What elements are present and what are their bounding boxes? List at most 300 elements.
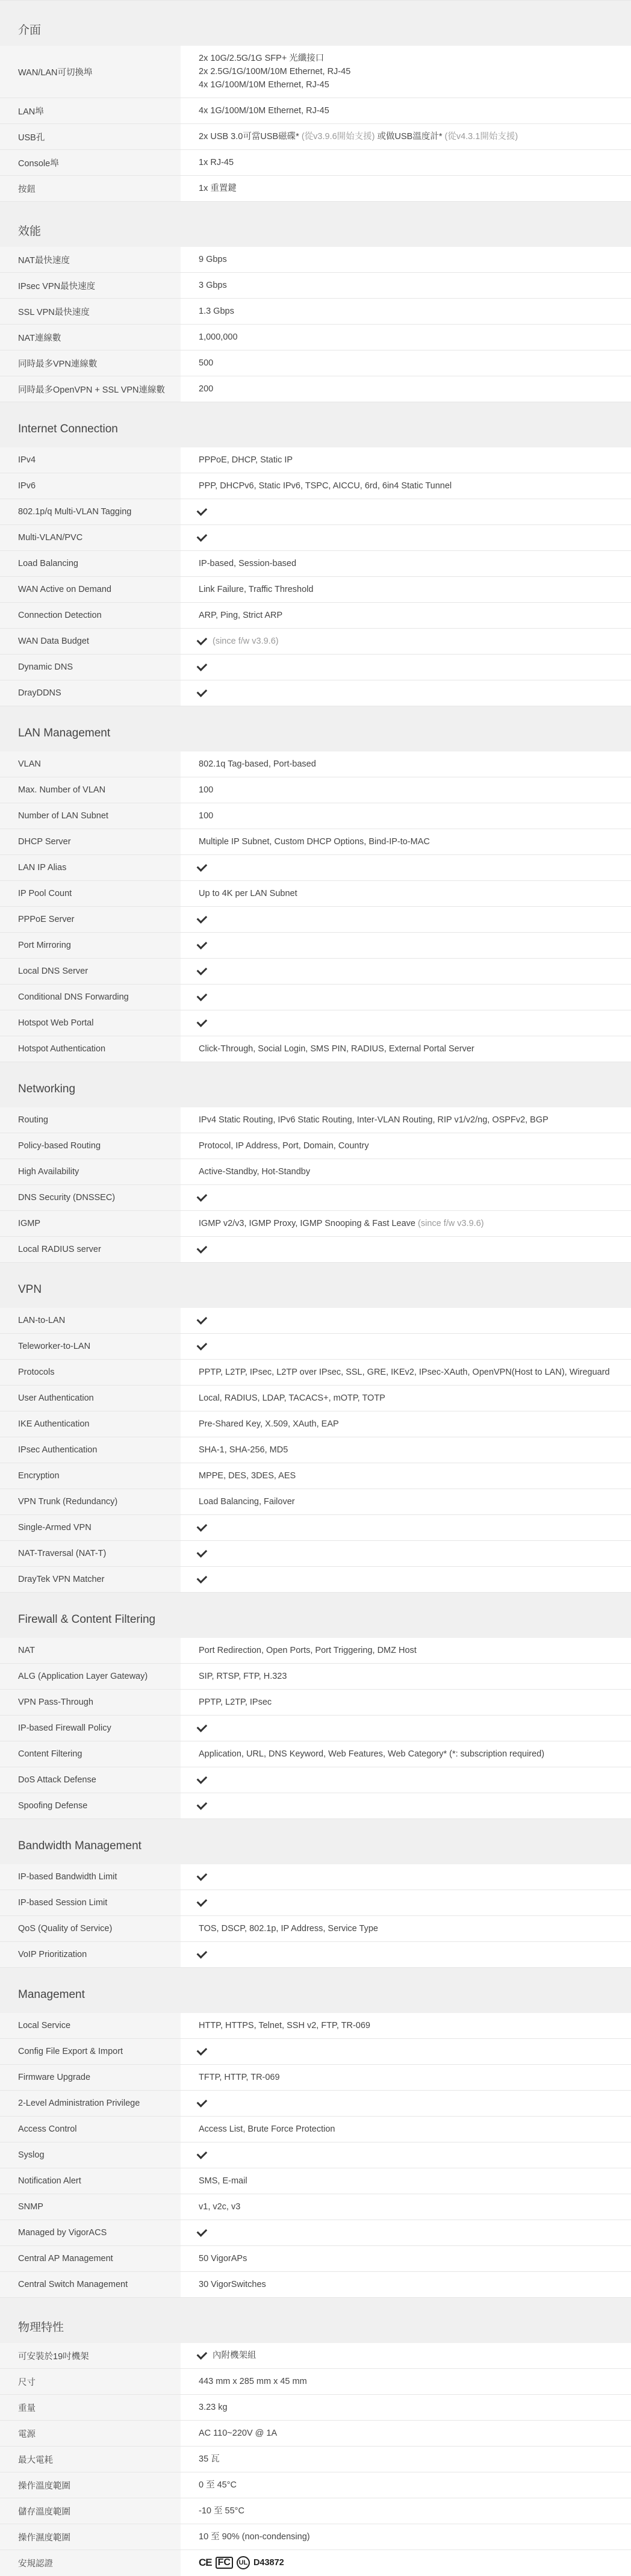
- spec-label: VPN Pass-Through: [0, 1690, 181, 1715]
- check-icon: [197, 2226, 208, 2237]
- spec-value: [181, 2472, 631, 2498]
- spec-value-line: [199, 2401, 619, 2414]
- value-text: TOS, DSCP, 802.1p, IP Address, Service Type: [199, 1924, 378, 1934]
- spec-label: USB孔: [0, 124, 181, 149]
- spec-row: [0, 1514, 631, 1540]
- spec-value: [181, 1942, 631, 1967]
- check-icon: [197, 2045, 208, 2056]
- spec-label: IPsec VPN最快速度: [0, 273, 181, 298]
- value-text: 0 至 45°C: [199, 2480, 237, 2490]
- spec-label: IP-based Firewall Policy: [0, 1716, 181, 1741]
- spec-value: [181, 2272, 631, 2297]
- value-text: 4x 1G/100M/10M Ethernet, RJ-45: [199, 80, 329, 90]
- spec-label: IPv4: [0, 447, 181, 473]
- check-icon: [197, 531, 208, 542]
- spec-value-line: [199, 1495, 619, 1508]
- check-icon: [197, 965, 208, 975]
- spec-label: Encryption: [0, 1463, 181, 1489]
- spec-label: Console埠: [0, 150, 181, 175]
- spec-value-line: [199, 1042, 619, 1056]
- spec-label: 安規認證: [0, 2550, 181, 2576]
- value-text: 35 瓦: [199, 2454, 220, 2464]
- spec-label: High Availability: [0, 1159, 181, 1184]
- spec-label: 2-Level Administration Privilege: [0, 2091, 181, 2116]
- value-text: 1,000,000: [199, 332, 238, 342]
- spec-value-line: [199, 453, 619, 467]
- spec-row: [0, 2064, 631, 2090]
- spec-label: VLAN: [0, 751, 181, 777]
- spec-row: [0, 958, 631, 984]
- spec-value-line: [199, 2252, 619, 2265]
- check-icon: [197, 661, 208, 671]
- spec-label: Routing: [0, 1107, 181, 1133]
- spec-value-line: [199, 758, 619, 771]
- check-icon: [197, 1243, 208, 1254]
- spec-label: Connection Detection: [0, 603, 181, 628]
- spec-label: Max. Number of VLAN: [0, 777, 181, 803]
- spec-value-line: [199, 835, 619, 848]
- spec-value-line: [199, 2504, 619, 2518]
- check-icon: [197, 861, 208, 872]
- spec-row: [0, 1308, 631, 1333]
- spec-row: [0, 1463, 631, 1489]
- spec-value: [181, 777, 631, 803]
- spec-label: WAN Data Budget: [0, 629, 181, 654]
- value-text: v1, v2c, v3: [199, 2202, 241, 2212]
- value-text: 100: [199, 811, 214, 821]
- spec-value: [181, 959, 631, 984]
- spec-row: [0, 1333, 631, 1359]
- value-text: SIP, RTSP, FTP, H.323: [199, 1672, 287, 1681]
- spec-value-line: [199, 356, 619, 370]
- spec-label: Hotspot Web Portal: [0, 1010, 181, 1036]
- spec-label: Dynamic DNS: [0, 655, 181, 680]
- spec-label: DrayDDNS: [0, 680, 181, 706]
- spec-value: [181, 2142, 631, 2168]
- spec-value: [181, 273, 631, 298]
- spec-row: [0, 1411, 631, 1437]
- check-icon: [197, 2349, 208, 2360]
- ce-mark-icon: CE: [199, 2557, 212, 2568]
- spec-label: Conditional DNS Forwarding: [0, 985, 181, 1010]
- value-text: 1x RJ-45: [199, 158, 234, 167]
- spec-value-line: [199, 2478, 619, 2492]
- spec-value-line: [199, 182, 619, 195]
- spec-row: [0, 1036, 631, 1062]
- spec-label: 操作溫度範圍: [0, 2472, 181, 2498]
- value-text: PPTP, L2TP, IPsec: [199, 1697, 272, 1707]
- section-title: Bandwidth Management: [0, 1818, 631, 1864]
- value-text: TFTP, HTTP, TR-069: [199, 2073, 280, 2082]
- spec-value-line: [199, 331, 619, 344]
- section-title: Internet Connection: [0, 402, 631, 447]
- spec-row: [0, 602, 631, 628]
- spec-value: [181, 855, 631, 880]
- spec-value: [181, 2498, 631, 2524]
- spec-value: [181, 325, 631, 350]
- spec-value-line: [199, 78, 619, 92]
- section-title: VPN: [0, 1262, 631, 1308]
- spec-label: 操作濕度範圍: [0, 2524, 181, 2550]
- spec-label: QoS (Quality of Service): [0, 1916, 181, 1941]
- spec-row: [0, 175, 631, 201]
- value-text: Click-Through, Social Login, SMS PIN, RADIUS, External Portal Server: [199, 1044, 474, 1054]
- spec-label: LAN埠: [0, 98, 181, 123]
- spec-value-line: [199, 65, 619, 78]
- spec-value: [181, 1916, 631, 1941]
- spec-value: [181, 1185, 631, 1210]
- spec-value: [181, 247, 631, 272]
- spec-value: [181, 2117, 631, 2142]
- spec-label: 最大電耗: [0, 2447, 181, 2472]
- spec-value-line: [199, 1443, 619, 1457]
- spec-value-line: [199, 1217, 619, 1230]
- spec-value: [181, 2168, 631, 2194]
- check-icon: [197, 1573, 208, 1584]
- spec-label: 按鈕: [0, 176, 181, 201]
- check-icon: [197, 939, 208, 950]
- spec-row: [0, 1715, 631, 1741]
- check-icon: [197, 991, 208, 1001]
- check-icon: [197, 1016, 208, 1027]
- spec-value-line: [199, 2019, 619, 2032]
- spec-value-line: [199, 583, 619, 596]
- spec-row: [0, 803, 631, 829]
- spec-row: [0, 829, 631, 854]
- check-icon: [197, 505, 208, 516]
- value-text: Application, URL, DNS Keyword, Web Features, Web Category* (*: subscription required): [199, 1749, 545, 1759]
- note-text: (since f/w v3.9.6): [418, 1219, 484, 1228]
- spec-label: Load Balancing: [0, 551, 181, 576]
- spec-label: DrayTek VPN Matcher: [0, 1567, 181, 1592]
- spec-row: [0, 2394, 631, 2420]
- spec-label: DoS Attack Defense: [0, 1767, 181, 1793]
- spec-label: 電源: [0, 2421, 181, 2446]
- check-icon: [197, 2148, 208, 2159]
- spec-value-line: [199, 609, 619, 622]
- spec-row: [0, 447, 631, 473]
- spec-value: [181, 124, 631, 149]
- spec-row: [0, 1236, 631, 1262]
- note-text: (since f/w v3.9.6): [213, 636, 279, 646]
- spec-value: [181, 829, 631, 854]
- spec-value-line: [199, 253, 619, 266]
- spec-value: [181, 577, 631, 602]
- spec-label: WAN/LAN可切換埠: [0, 46, 181, 98]
- spec-value: [181, 1864, 631, 1890]
- value-text: PPTP, L2TP, IPsec, L2TP over IPsec, SSL, GRE, IKEv2, IPsec-XAuth, OpenVPN(Host to LAN), Wireguard: [199, 1367, 610, 1377]
- note-text: (從v4.3.1開始支援): [444, 132, 518, 142]
- spec-value-line: [199, 305, 619, 318]
- spec-label: Content Filtering: [0, 1741, 181, 1767]
- spec-row: [0, 1638, 631, 1663]
- spec-row: [0, 2420, 631, 2446]
- value-text: Active-Standby, Hot-Standby: [199, 1167, 311, 1177]
- spec-value: [181, 1690, 631, 1715]
- value-text: -10 至 55°C: [199, 2506, 244, 2516]
- spec-row: [0, 1359, 631, 1385]
- spec-value: [181, 1360, 631, 1385]
- spec-row: [0, 272, 631, 298]
- section-title: LAN Management: [0, 706, 631, 751]
- spec-value: [181, 1541, 631, 1566]
- spec-label: Managed by VigorACS: [0, 2220, 181, 2245]
- spec-value: [181, 2369, 631, 2394]
- check-icon: [197, 1773, 208, 1784]
- spec-label: SSL VPN最快速度: [0, 299, 181, 324]
- spec-value: [181, 2220, 631, 2245]
- spec-label: 802.1p/q Multi-VLAN Tagging: [0, 499, 181, 524]
- check-icon: [197, 913, 208, 924]
- value-text: 100: [199, 785, 214, 795]
- spec-value: [181, 1159, 631, 1184]
- spec-label: 儲存溫度範圍: [0, 2498, 181, 2524]
- ul-mark-icon: UL: [237, 2556, 250, 2569]
- spec-label: Protocols: [0, 1360, 181, 1385]
- check-icon: [197, 1722, 208, 1732]
- check-icon: [197, 1191, 208, 1202]
- spec-row: [0, 1210, 631, 1236]
- spec-value: [181, 1567, 631, 1592]
- spec-value-line: [199, 1417, 619, 1431]
- spec-row: [0, 2194, 631, 2220]
- value-text: 4x 1G/100M/10M Ethernet, RJ-45: [199, 106, 329, 116]
- spec-value: [181, 2550, 631, 2576]
- spec-row: [0, 854, 631, 880]
- value-text: 1x 重置鍵: [199, 184, 237, 193]
- spec-value-line: [199, 2071, 619, 2084]
- spec-row: [0, 123, 631, 149]
- spec-label: VPN Trunk (Redundancy): [0, 1489, 181, 1514]
- value-text: PPPoE, DHCP, Static IP: [199, 455, 293, 465]
- spec-value: [181, 2065, 631, 2090]
- value-text: Access List, Brute Force Protection: [199, 2124, 335, 2134]
- check-icon: [197, 1547, 208, 1558]
- spec-value-line: [199, 156, 619, 169]
- value-text: 30 VigorSwitches: [199, 2280, 266, 2289]
- spec-value-line: [199, 1139, 619, 1153]
- spec-label: VoIP Prioritization: [0, 1942, 181, 1967]
- spec-row: [0, 654, 631, 680]
- spec-row: [0, 576, 631, 602]
- spec-value-line: [199, 2278, 619, 2291]
- check-icon: [197, 1799, 208, 1810]
- value-text: Protocol, IP Address, Port, Domain, Country: [199, 1141, 369, 1151]
- value-text: 3.23 kg: [199, 2403, 228, 2412]
- spec-value-line: [199, 479, 619, 493]
- spec-label: ALG (Application Layer Gateway): [0, 1664, 181, 1689]
- spec-value: [181, 473, 631, 499]
- fcc-mark-icon: FC: [216, 2557, 233, 2569]
- value-text: HTTP, HTTPS, Telnet, SSH v2, FTP, TR-069: [199, 2021, 370, 2030]
- spec-row: [0, 880, 631, 906]
- spec-value: [181, 2091, 631, 2116]
- spec-value-line: [199, 52, 619, 65]
- spec-row: [0, 149, 631, 175]
- spec-value: [181, 1664, 631, 1689]
- value-text: MPPE, DES, 3DES, AES: [199, 1471, 296, 1481]
- value-text: 2x USB 3.0可當USB磁碟*: [199, 132, 302, 142]
- spec-label: NAT: [0, 1638, 181, 1663]
- spec-label: NAT連線數: [0, 325, 181, 350]
- spec-value-line: [199, 1113, 619, 1127]
- spec-value: [181, 1489, 631, 1514]
- spec-row: [0, 350, 631, 376]
- value-text: Port Redirection, Open Ports, Port Triggering, DMZ Host: [199, 1646, 417, 1655]
- spec-value-line: [199, 104, 619, 117]
- spec-row: [0, 1159, 631, 1184]
- check-icon: [197, 1521, 208, 1532]
- spec-label: IP-based Bandwidth Limit: [0, 1864, 181, 1890]
- section-title: Firewall & Content Filtering: [0, 1592, 631, 1638]
- check-icon: [197, 1314, 208, 1325]
- spec-value: [181, 1036, 631, 1062]
- spec-value: [181, 1237, 631, 1262]
- spec-value-line: [199, 382, 619, 396]
- spec-row: [0, 2090, 631, 2116]
- value-text: ARP, Ping, Strict ARP: [199, 611, 283, 620]
- spec-value: [181, 1890, 631, 1915]
- spec-row: [0, 2472, 631, 2498]
- spec-label: PPPoE Server: [0, 907, 181, 932]
- value-text: SMS, E-mail: [199, 2176, 247, 2186]
- spec-label: SNMP: [0, 2194, 181, 2220]
- spec-label: LAN IP Alias: [0, 855, 181, 880]
- value-text: IPv4 Static Routing, IPv6 Static Routing, Inter-VLAN Routing, RIP v1/v2/ng, OSPFv2, BGP: [199, 1115, 549, 1125]
- spec-row: [0, 1890, 631, 1915]
- spec-label: 重量: [0, 2395, 181, 2420]
- spec-row: [0, 247, 631, 272]
- spec-value-line: [199, 2375, 619, 2388]
- value-text: 200: [199, 384, 214, 394]
- spec-label: Local RADIUS server: [0, 1237, 181, 1262]
- spec-value-line: [199, 2453, 619, 2466]
- spec-value: [181, 985, 631, 1010]
- spec-value: [181, 881, 631, 906]
- spec-row: [0, 2368, 631, 2394]
- spec-row: [0, 2038, 631, 2064]
- value-text: Pre-Shared Key, X.509, XAuth, EAP: [199, 1419, 339, 1429]
- spec-row: [0, 932, 631, 958]
- spec-label: 同時最多OpenVPN + SSL VPN連線數: [0, 376, 181, 402]
- value-text: 10 至 90% (non-condensing): [199, 2532, 310, 2542]
- spec-value: [181, 933, 631, 958]
- spec-label: Central Switch Management: [0, 2272, 181, 2297]
- spec-value-line: [199, 1670, 619, 1683]
- spec-label: Hotspot Authentication: [0, 1036, 181, 1062]
- spec-label: NAT-Traversal (NAT-T): [0, 1541, 181, 1566]
- spec-value: [181, 525, 631, 550]
- spec-value: [181, 2194, 631, 2220]
- spec-label: Syslog: [0, 2142, 181, 2168]
- spec-value-line: [199, 1922, 619, 1935]
- spec-value: [181, 1010, 631, 1036]
- spec-value: [181, 150, 631, 175]
- spec-value-line: [199, 557, 619, 570]
- spec-row: [0, 2446, 631, 2472]
- spec-value-line: [199, 2530, 619, 2543]
- spec-value: [181, 376, 631, 402]
- check-icon: [197, 686, 208, 697]
- spec-value: [181, 1334, 631, 1359]
- spec-label: Local DNS Server: [0, 959, 181, 984]
- spec-row: [0, 1566, 631, 1592]
- value-text: 50 VigorAPs: [199, 2254, 247, 2263]
- spec-row: [0, 628, 631, 654]
- spec-value: [181, 1515, 631, 1540]
- check-icon: [197, 1896, 208, 1907]
- spec-value: [181, 447, 631, 473]
- value-text: 或做USB溫度計*: [375, 132, 445, 142]
- spec-value-line: [199, 1644, 619, 1657]
- spec-value-line: [199, 2123, 619, 2136]
- spec-value-line: [199, 2200, 619, 2214]
- spec-label: 可安裝於19吋機架: [0, 2343, 181, 2368]
- spec-row: [0, 2245, 631, 2271]
- spec-row: [0, 1915, 631, 1941]
- spec-row: [0, 2550, 631, 2576]
- value-text: IP-based, Session-based: [199, 559, 297, 568]
- spec-row: [0, 751, 631, 777]
- spec-value: [181, 803, 631, 829]
- spec-label: Config File Export & Import: [0, 2039, 181, 2064]
- spec-value-line: [199, 2174, 619, 2188]
- value-text: 500: [199, 358, 214, 368]
- value-text: Load Balancing, Failover: [199, 1497, 295, 1507]
- spec-label: IGMP: [0, 1211, 181, 1236]
- spec-value: [181, 1107, 631, 1133]
- spec-row: [0, 550, 631, 576]
- value-text: PPP, DHCPv6, Static IPv6, TSPC, AICCU, 6rd, 6in4 Static Tunnel: [199, 481, 452, 491]
- spec-value-line: [199, 1392, 619, 1405]
- spec-value-line: [199, 809, 619, 823]
- check-icon: [197, 1340, 208, 1351]
- spec-value-line: [199, 1165, 619, 1178]
- section-title: 介面: [0, 0, 631, 46]
- section-title: Networking: [0, 1062, 631, 1107]
- spec-value: [181, 1793, 631, 1818]
- value-text: 3 Gbps: [199, 281, 227, 290]
- spec-value-line: [199, 1696, 619, 1709]
- spec-label: NAT最快速度: [0, 247, 181, 272]
- spec-row: [0, 1767, 631, 1793]
- section-title: 效能: [0, 201, 631, 247]
- spec-value: [181, 2039, 631, 2064]
- spec-label: Firmware Upgrade: [0, 2065, 181, 2090]
- value-text: 1.3 Gbps: [199, 306, 234, 316]
- value-text: IGMP v2/v3, IGMP Proxy, IGMP Snooping & Fast Leave: [199, 1219, 418, 1228]
- value-text: AC 110~220V @ 1A: [199, 2428, 278, 2438]
- value-text: 9 Gbps: [199, 255, 227, 264]
- spec-value: [181, 603, 631, 628]
- value-text: 內附機架組: [213, 2351, 256, 2360]
- spec-value: [181, 1638, 631, 1663]
- spec-label: Policy-based Routing: [0, 1133, 181, 1159]
- spec-row: [0, 1864, 631, 1890]
- spec-value: [181, 1211, 631, 1236]
- spec-value-line: [199, 130, 619, 143]
- spec-value: [181, 2447, 631, 2472]
- spec-value: [181, 2343, 631, 2368]
- spec-row: [0, 46, 631, 98]
- spec-value: [181, 499, 631, 524]
- spec-value: [181, 299, 631, 324]
- spec-value: [181, 2524, 631, 2550]
- cert-code: D43872: [253, 2558, 284, 2568]
- spec-row: [0, 2524, 631, 2550]
- spec-label: User Authentication: [0, 1386, 181, 1411]
- value-text: Up to 4K per LAN Subnet: [199, 889, 297, 898]
